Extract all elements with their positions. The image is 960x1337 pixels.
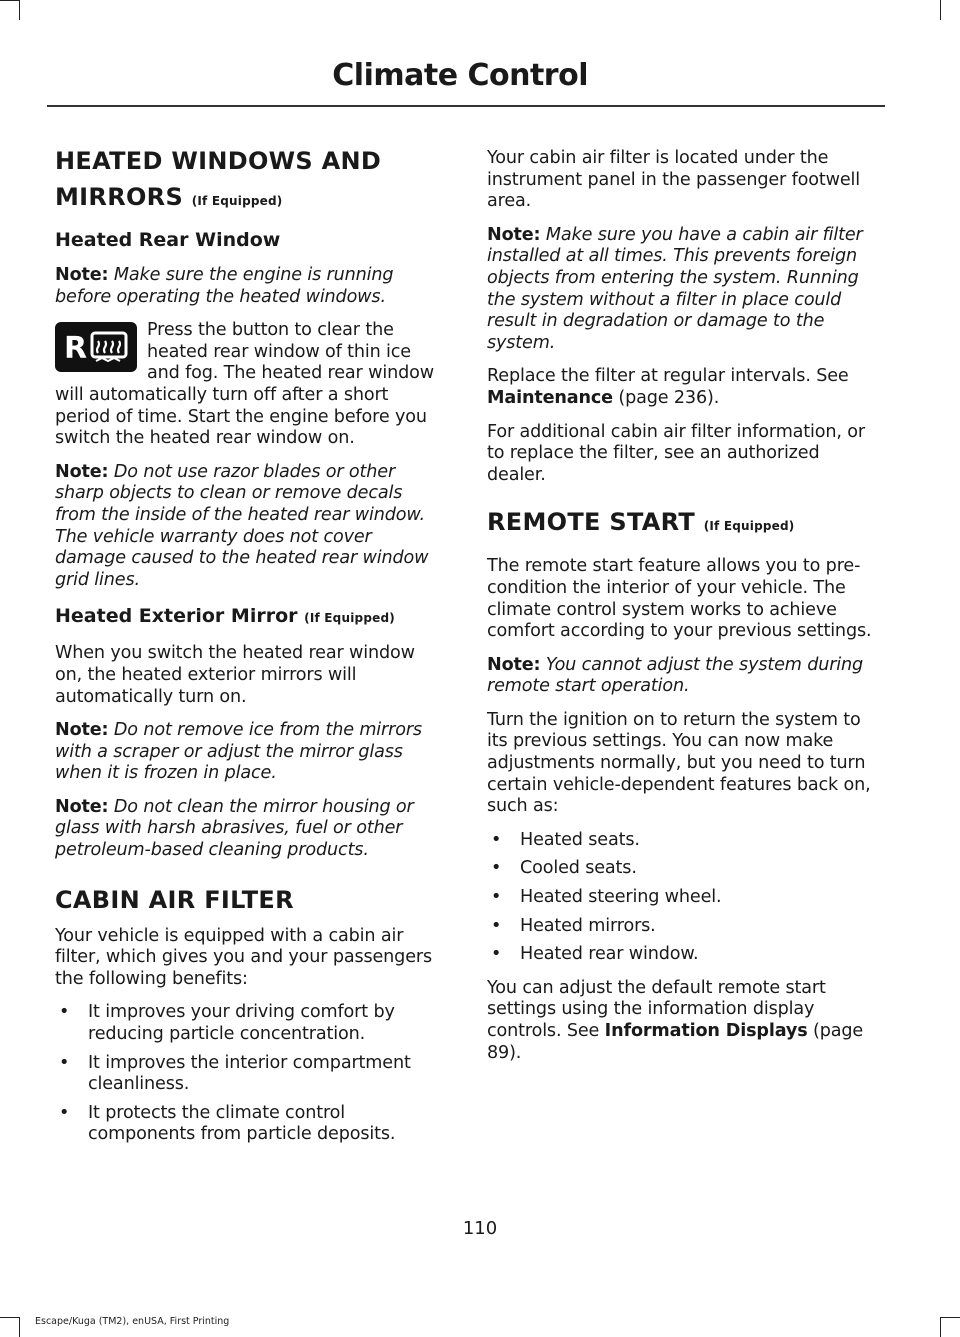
note-text: Do not clean the mirror housing or glass with harsh abrasives, fuel or other petroleum-based cleaning products. [55,796,414,861]
list-item: • Heated mirrors. [487,916,879,938]
page-header-title: Climate Control [332,58,588,93]
crop-mark-bottom-left-v [19,1317,20,1337]
remote-start-settings-sentence: You can adjust the default remote start settings using the information display controls. See [487,977,826,1041]
remote-start-body: The remote start feature allows you to pre-condition the interior of your vehicle. The climate control system works to achieve comfort according to your previous settings. [487,556,872,642]
list-item: • Heated steering wheel. [487,887,879,909]
if-equipped-label: (If Equipped) [304,611,395,626]
list-item: • It improves the interior compartment cleanliness. [55,1053,447,1096]
note-remote-start [487,655,879,698]
remote-start-heading-text: REMOTE START [487,508,696,537]
note-cabin-filter-installed [487,225,879,355]
left-column [55,143,447,1158]
cabin-filter-dealer: For additional cabin air filter information, or to replace the filter, see an authorized dealer. [487,421,865,485]
note-label: Note: [55,720,109,741]
list-item: • It improves your driving comfort by reducing particle concentration. [55,1002,447,1045]
note-text: Do not use razor blades or other sharp objects to clean or remove decals from the inside of the heated rear window. The vehicle warranty does not cover damage caused to the heated rear window grid lines. [55,461,429,590]
if-equipped-label: (If Equipped) [703,519,795,534]
header-divider [47,105,885,107]
cabin-air-filter-body: Your vehicle is equipped with a cabin air filter, which gives you and your passengers the following benefits: [55,925,432,989]
heated-rear-window-icon-box [55,322,137,372]
crop-mark-top-left-v [19,0,20,20]
note-label: Note: [55,796,109,817]
if-equipped-label: (If Equipped) [191,194,283,208]
page-number: 110 [462,1218,498,1239]
remote-start-ignition: Turn the ignition on to return the system to its previous settings. You can now make adjustments normally, but you need to turn certain vehicle-dependent features back on, such as: [487,709,871,817]
list-item: • It protects the climate control components from particle deposits. [55,1103,447,1146]
note-label: Note: [487,654,541,675]
right-column [487,148,879,1076]
cabin-air-filter-heading: CABIN AIR FILTER [55,885,294,914]
heated-rear-window-icon-svg [60,327,132,367]
page-reference: (page 236). [618,387,720,408]
heated-rear-window-description [55,320,447,450]
note-text: Make sure the engine is running before operating the heated windows. [55,265,394,307]
heated-windows-heading [55,143,447,219]
heated-rear-window-icon-letter: R [64,331,87,367]
crop-mark-top-left [0,0,20,1]
note-razor-blades [55,462,447,592]
remote-start-features-list [487,830,879,966]
remote-start-heading [487,504,879,544]
note-text: Do not remove ice from the mirrors with a scraper or adjust the mirror glass when it is frozen in place. [55,720,422,784]
heated-rear-window-heading: Heated Rear Window [55,229,281,251]
cabin-filter-benefits-list [55,1002,447,1146]
printing-info: Escape/Kuga (TM2), enUSA, First Printing [35,1316,230,1327]
note-label: Note: [55,461,109,482]
heated-mirror-body: When you switch the heated rear window on, the heated exterior mirrors will automatically turn on. [55,643,415,707]
note-mirror-cleaning [55,797,447,862]
heated-windows-heading-text: HEATED WINDOWS AND MIRRORS [55,147,382,211]
cabin-filter-location: Your cabin air filter is located under the instrument panel in the passenger footwell area. [487,148,860,212]
note-engine-running [55,265,447,308]
note-text: You cannot adjust the system during remote start operation. [487,654,864,697]
remote-start-settings [487,978,879,1064]
page-reference: (page 89). [487,1021,864,1063]
note-label: Note: [55,265,109,285]
heated-rear-window-body: Press the button to clear the heated rear window of thin ice and fog. The heated rear window will automatically turn off after a short period of time. Start the engine before you switch the heated rear window on. [55,320,434,449]
list-item: • Cooled seats. [487,858,879,880]
maintenance-link[interactable]: Maintenance [487,387,613,408]
replace-filter-sentence: Replace the filter at regular intervals. See [487,366,849,387]
replace-filter-text [487,366,879,409]
information-displays-link[interactable]: Information Displays [604,1021,808,1041]
note-mirror-scraper [55,720,447,785]
crop-mark-bottom-right-v [940,1317,941,1337]
crop-mark-top-right-v [940,0,941,20]
crop-mark-bottom-left [0,1317,20,1318]
heated-exterior-mirror-heading-text: Heated Exterior Mirror [55,605,298,628]
note-text: Make sure you have a cabin air filter installed at all times. This prevents foreign objects from entering the system. Running the system without a filter in place could result in degradation or damage to the system. [487,224,863,353]
crop-mark-bottom-right [940,1317,960,1318]
heated-exterior-mirror-heading [55,603,447,631]
note-label: Note: [487,224,541,245]
list-item: • Heated seats. [487,830,879,852]
list-item: • Heated rear window. [487,944,879,966]
heated-rear-window-icon [55,322,137,372]
